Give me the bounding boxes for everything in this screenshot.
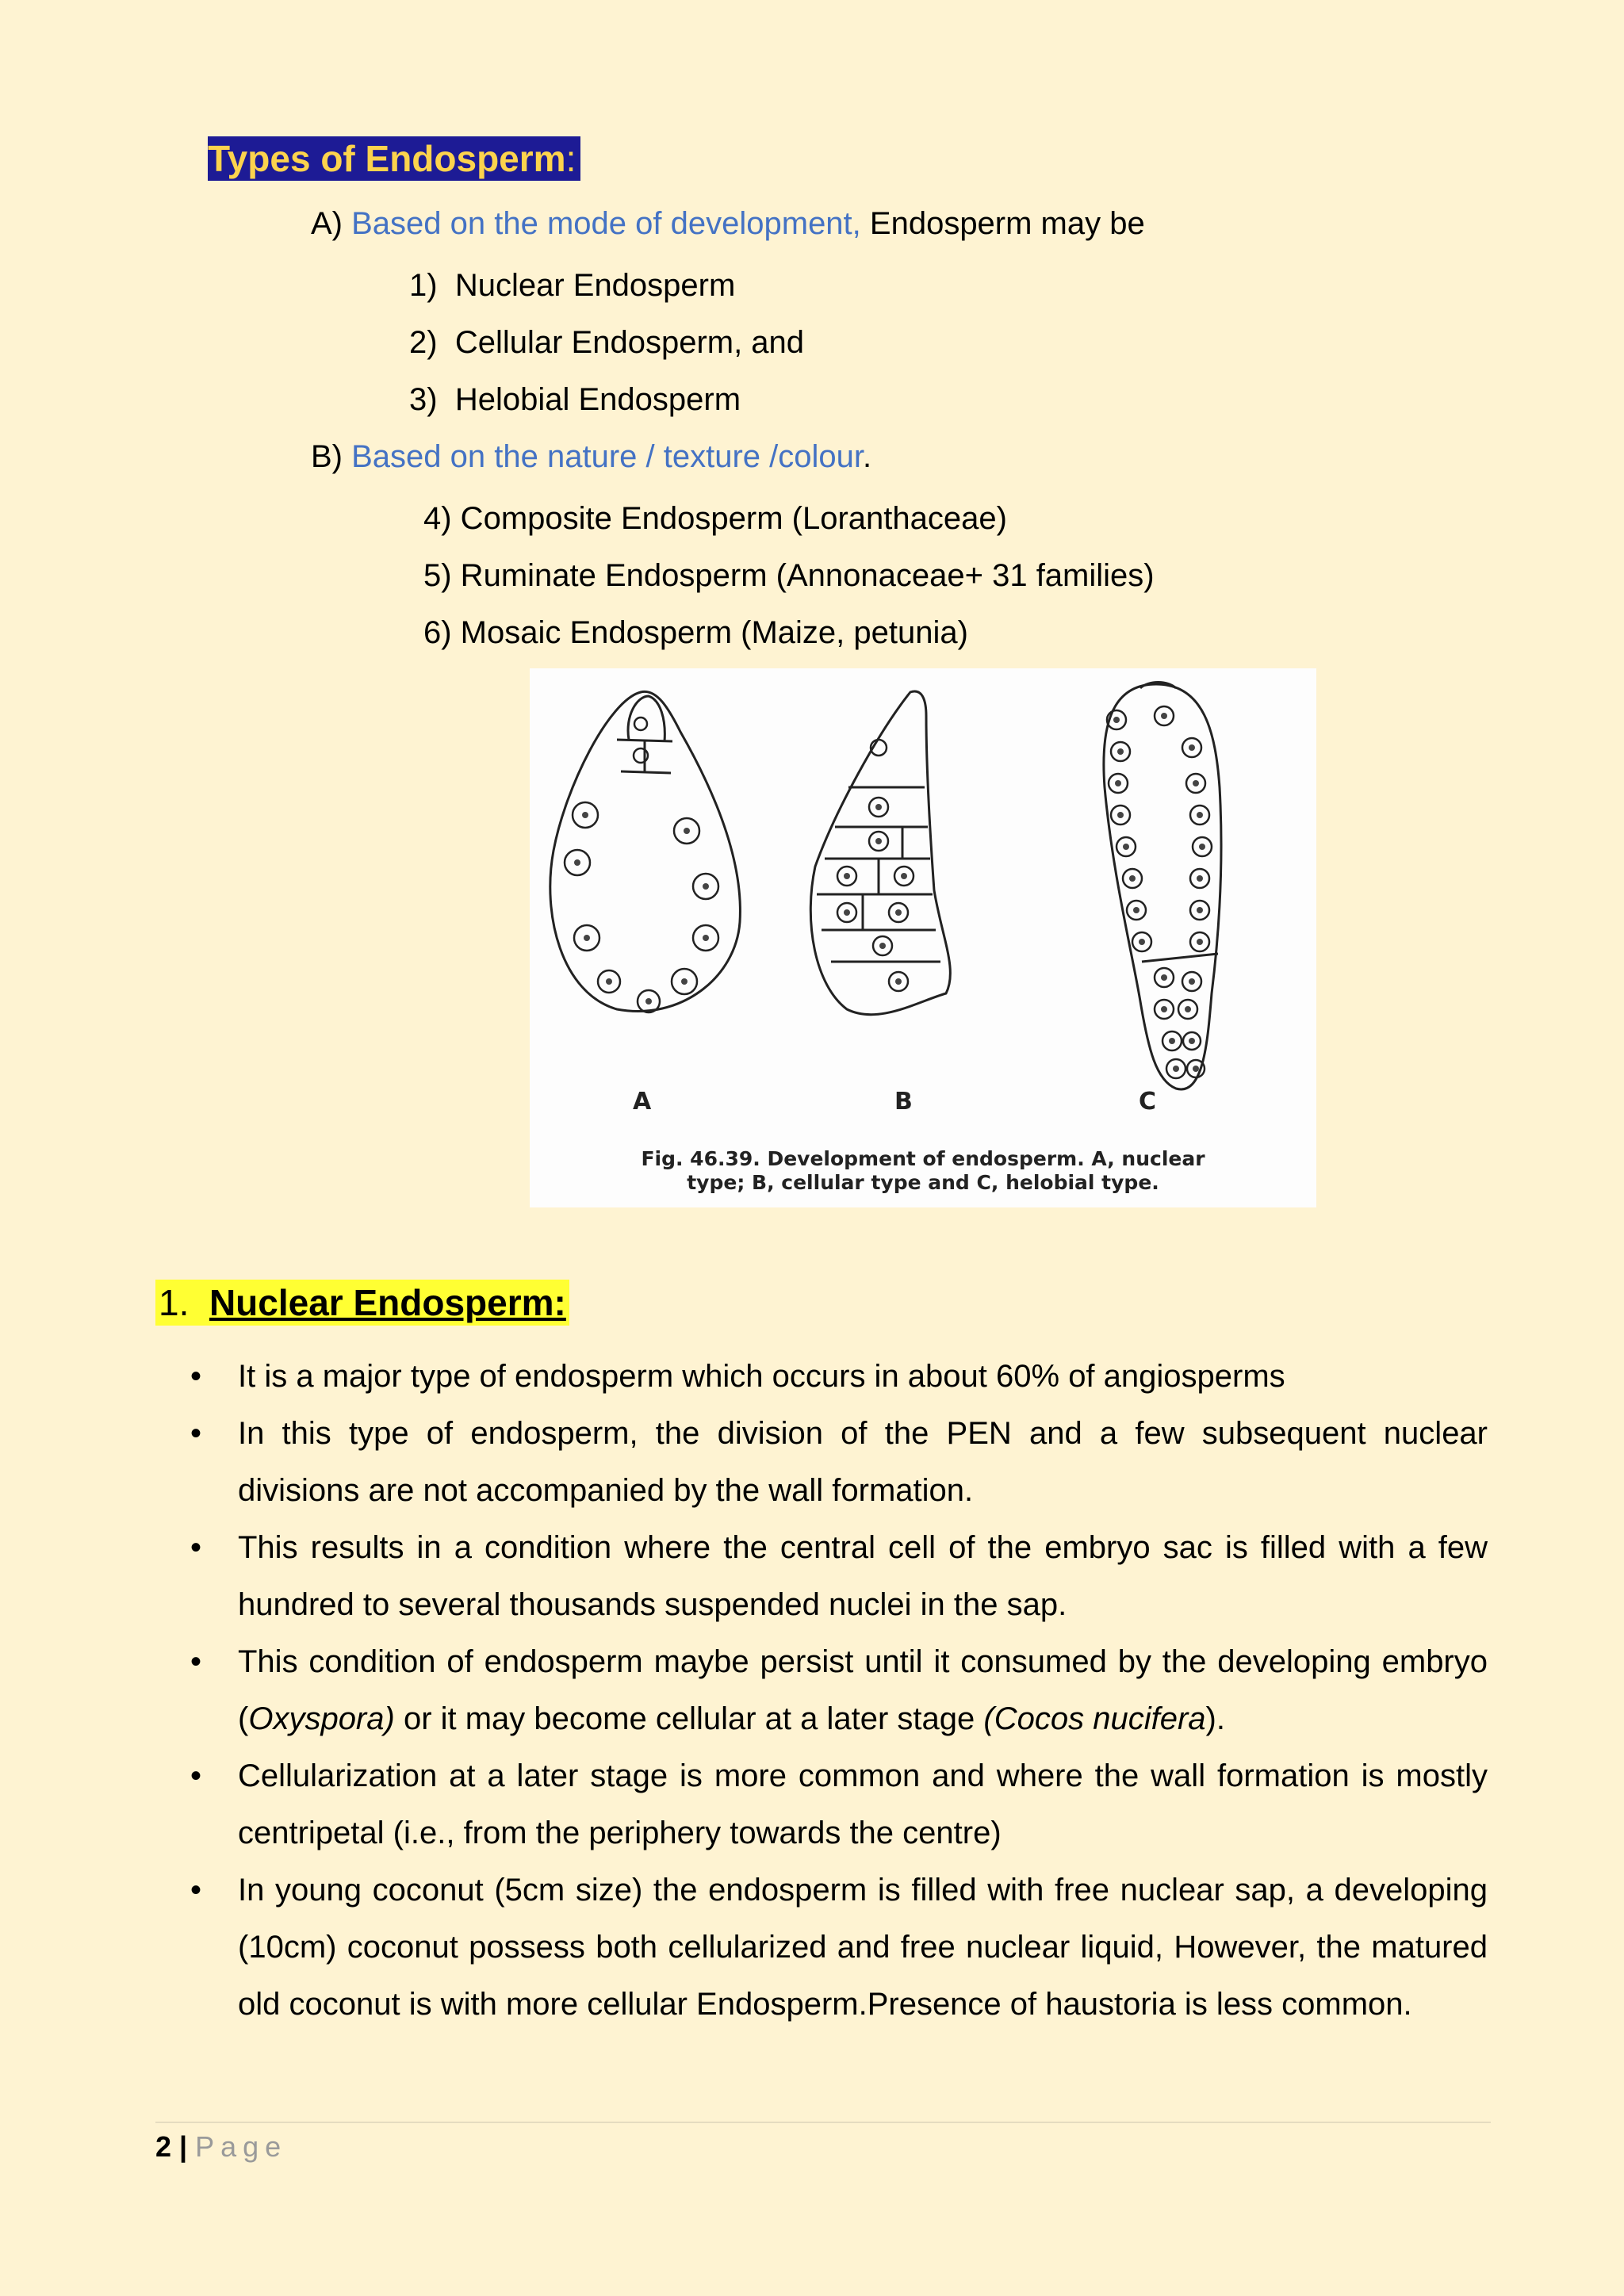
figure-caption-line: Fig. 46.39. Development of endosperm. A, nuclear <box>641 1147 1205 1170</box>
bullet-icon: • <box>190 1530 202 1565</box>
bullet-icon: • <box>190 1416 202 1451</box>
section-title-text: Nuclear Endosperm: <box>209 1282 566 1323</box>
page-label: Page <box>195 2130 288 2163</box>
figure-label-a: A <box>633 1088 652 1115</box>
bullet-item <box>190 1862 1488 2033</box>
bullet-text-part: or it may become cellular at a later stage <box>394 1701 984 1736</box>
bullet-item <box>190 1633 1488 1747</box>
group-b-highlight: Based on the nature / texture /colour <box>351 439 863 474</box>
list-b-item: 6) Mosaic Endosperm (Maize, petunia) <box>423 615 968 650</box>
bullet-text <box>238 1633 1488 1747</box>
list-b-item: 5) Ruminate Endosperm (Annonaceae+ 31 families) <box>423 558 1155 593</box>
bullet-item <box>190 1519 1488 1633</box>
bullet-icon: • <box>190 1359 202 1394</box>
bullet-item <box>190 1348 1488 1405</box>
list-a-item <box>409 381 741 419</box>
bullet-text-part: ). <box>1205 1701 1225 1736</box>
bullet-item <box>190 1747 1488 1862</box>
endosperm-figure <box>530 668 1316 1207</box>
bullet-list <box>190 1348 1488 2033</box>
bullet-text: In young coconut (5cm size) the endosperm is filled with free nuclear sap, a developing (10cm) coconut possess both cellularized and free nuclear liquid, However, the matured old coconut is with more cellular Endosperm.Presence of haustoria is less common. <box>238 1873 1488 2022</box>
bullet-icon: • <box>190 1873 202 1908</box>
bullet-icon: • <box>190 1644 202 1679</box>
group-a-line <box>311 205 1145 243</box>
bullet-icon: • <box>190 1758 202 1793</box>
suspensor <box>628 696 665 741</box>
group-b-line <box>311 438 871 476</box>
section-number: 1. <box>159 1282 190 1323</box>
list-a-item <box>409 266 735 304</box>
heading-text: Types of Endosperm <box>208 138 566 179</box>
species-name: (Cocos nucifera <box>983 1701 1206 1736</box>
species-name: Oxyspora) <box>248 1701 395 1736</box>
footer-divider <box>155 2122 1491 2123</box>
bullet-text-part: This condition of endosperm maybe persist until it consumed by the developing embryo ( <box>238 1644 1488 1736</box>
list-a-marker: 2) <box>409 325 438 360</box>
group-b-rest: . <box>863 439 872 474</box>
group-a-highlight: Based on the mode of development, <box>351 206 861 241</box>
endosperm-diagram <box>530 668 1316 1144</box>
figure-label-b: B <box>894 1088 913 1115</box>
group-b-marker: B) <box>311 439 343 474</box>
bullet-text: It is a major type of endosperm which occurs in about 60% of angiosperms <box>238 1359 1285 1394</box>
bullet-text: In this type of endosperm, the division of the PEN and a few subsequent nuclear divisions are not accompanied by the wall formation. <box>238 1416 1488 1508</box>
list-b-item: 4) Composite Endosperm (Loranthaceae) <box>423 501 1007 536</box>
nuclear-endosperm-title <box>155 1280 569 1326</box>
group-a-marker: A) <box>311 206 343 241</box>
bullet-item <box>190 1405 1488 1519</box>
bullet-text: Cellularization at a later stage is more common and where the wall formation is mostly centripetal (i.e., from the periphery towards the centre) <box>238 1758 1488 1850</box>
list-a-marker: 1) <box>409 268 438 303</box>
section-heading <box>208 136 580 181</box>
figure-caption <box>530 1147 1316 1195</box>
page-footer <box>155 2130 287 2164</box>
figure-label-c: C <box>1139 1088 1157 1115</box>
list-a-item <box>409 323 804 362</box>
heading-colon: : <box>565 138 576 179</box>
group-a-rest: Endosperm may be <box>860 206 1145 241</box>
page-number: 2 <box>155 2130 172 2163</box>
list-a-text: Helobial Endosperm <box>454 382 741 417</box>
list-a-text: Nuclear Endosperm <box>454 268 736 303</box>
footer-separator: | <box>171 2130 196 2163</box>
list-a-marker: 3) <box>409 382 438 417</box>
bullet-text: This results in a condition where the central cell of the embryo sac is filled with a few hundred to several thousands suspended nuclei in the sap. <box>238 1530 1488 1622</box>
figure-caption-line: type; B, cellular type and C, helobial type. <box>687 1171 1159 1194</box>
list-a-text: Cellular Endosperm, and <box>454 325 805 360</box>
